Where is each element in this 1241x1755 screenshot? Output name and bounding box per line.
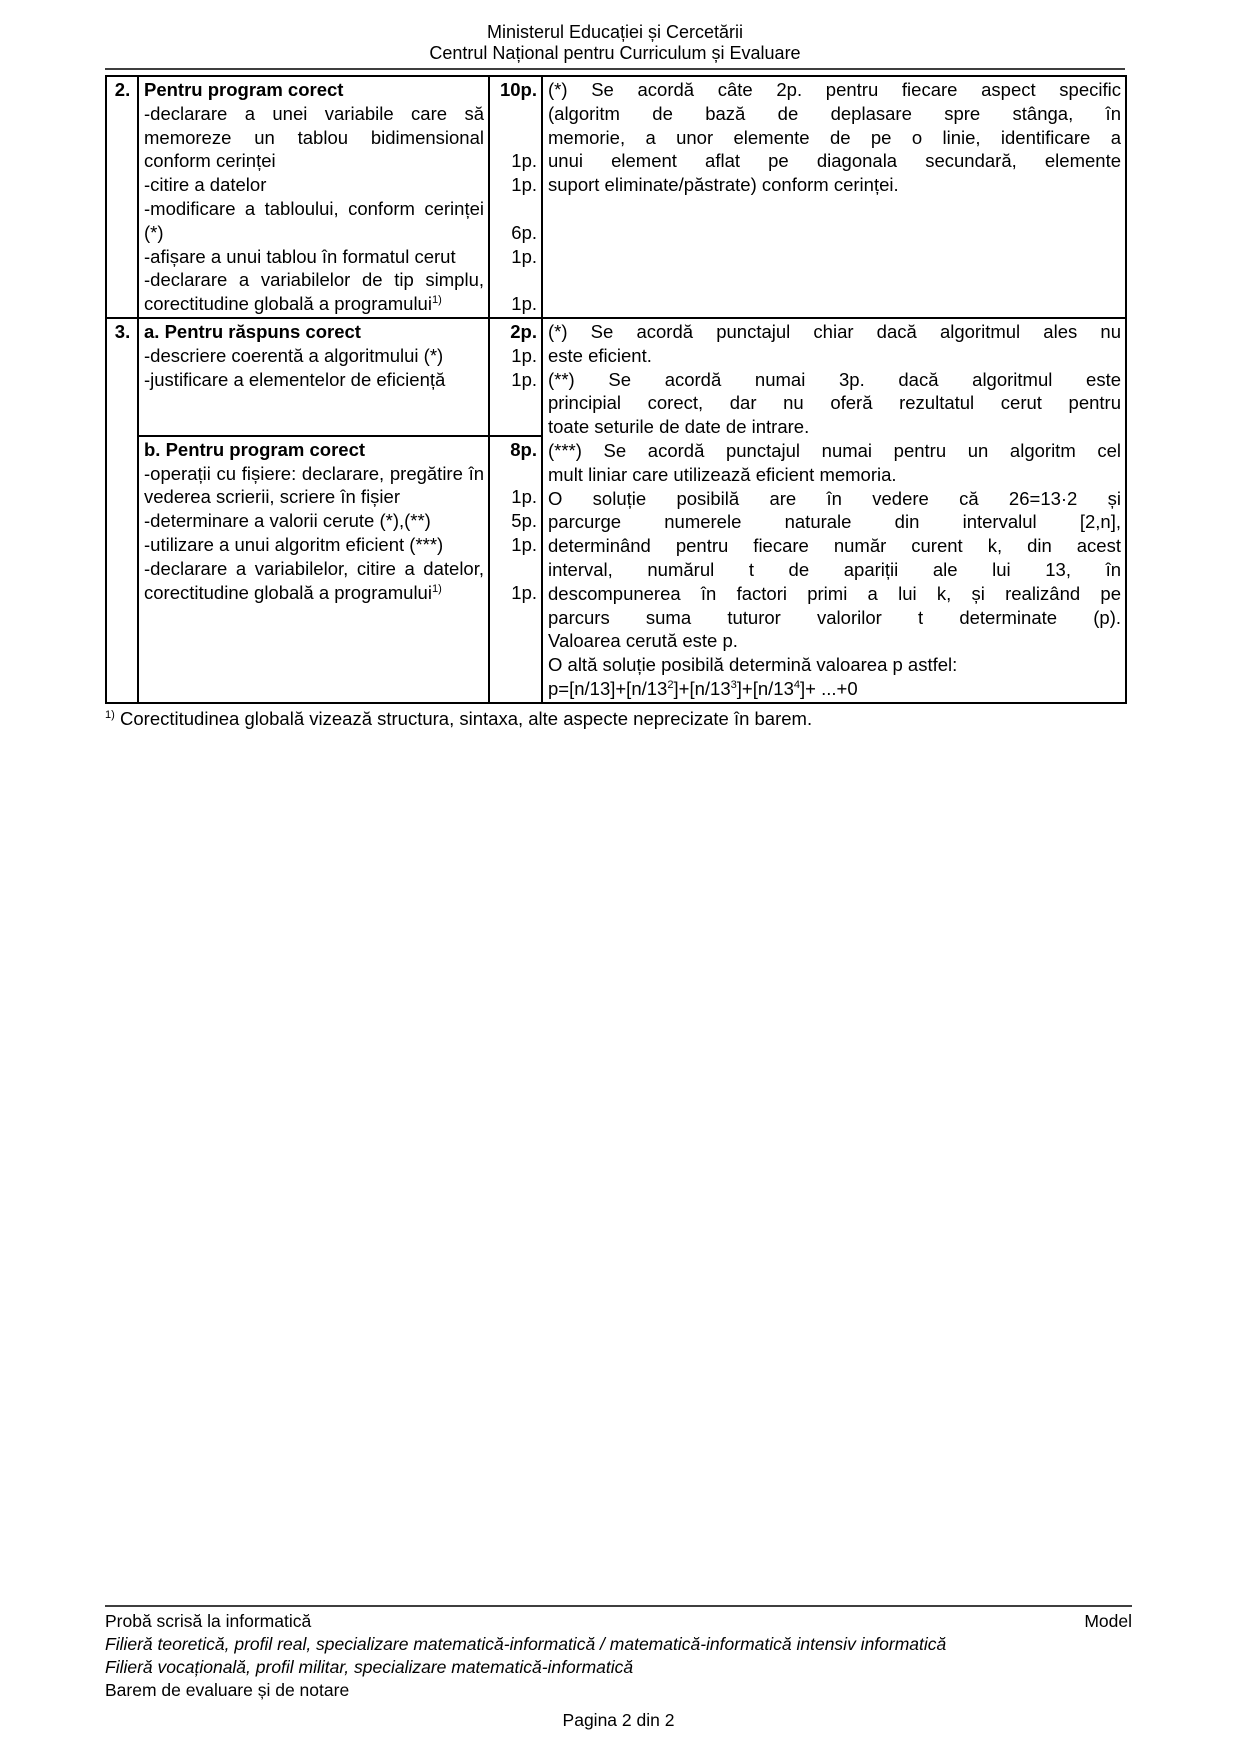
text-line: [105, 707, 1125, 731]
text-line: [495, 197, 537, 221]
text-line: 2.: [114, 79, 131, 100]
text-line: [495, 557, 537, 581]
notes-cell: [542, 76, 1126, 318]
text-line: (***) Se acordă punctajul numai pentru un algoritm cel: [548, 439, 1121, 461]
text-line: 6p.: [511, 221, 537, 243]
text-line: [495, 126, 537, 150]
text-line: unui element aflat pe diagonala secundară, elemente: [548, 150, 1121, 172]
text-line: 1p.: [511, 581, 537, 603]
scoring-table: [105, 75, 1127, 704]
points-cell: [489, 318, 542, 436]
text-line: [495, 102, 537, 126]
text-line: suport eliminate/păstrate) conform cerinței.: [548, 174, 899, 196]
text-line: (**) Se acordă numai 3p. dacă algoritmul este: [548, 368, 1121, 390]
text-line: O soluție posibilă are în vedere că 26=13·2 și: [548, 487, 1121, 509]
footer-divider: [105, 1605, 1132, 1607]
text-line: -justificare a elementelor de eficiență: [144, 368, 446, 390]
text-line: a. Pentru răspuns corect: [144, 320, 361, 342]
text-line: -determinare a valorii cerute (*),(**): [144, 510, 431, 532]
text-line: 1p.: [511, 368, 537, 390]
page-content: [105, 0, 1125, 731]
text-line: [144, 292, 484, 316]
text-line: -modificare a tabloului, conform cerinței: [144, 197, 484, 219]
text-line: 1p.: [511, 486, 537, 508]
points-cell: [489, 76, 542, 318]
text-line: [495, 462, 537, 486]
text-line: este eficient.: [548, 344, 652, 366]
text-line: 1p.: [511, 150, 537, 172]
document-header: [105, 22, 1125, 64]
text-line: 1p.: [511, 293, 537, 315]
text-line: [495, 268, 537, 292]
footer-filiera-teoretica: Filieră teoretică, profil real, specializare matematică-informatică / matematică-informatică intensiv informatică: [105, 1634, 947, 1654]
text-segment: p=[n/13]+[n/13: [548, 677, 668, 699]
text-line: 10p.: [499, 79, 537, 100]
text-segment: corectitudine globală a programului: [144, 581, 432, 603]
row-number-cell: [106, 318, 138, 703]
table-row: [106, 318, 1126, 436]
text-line: conform cerinței: [144, 150, 276, 172]
footnote: [105, 707, 1125, 731]
text-line: (algoritm de bază de deplasare spre stânga, în: [548, 102, 1121, 124]
page-number: Pagina 2 din 2: [562, 1710, 675, 1730]
text-line: -declarare a unei variabile care să: [144, 102, 484, 124]
footer-exam-name: Probă scrisă la informatică: [105, 1611, 312, 1631]
text-segment: Corectitudinea globală vizează structura, sintaxa, alte aspecte neprecizate în barem.: [114, 707, 813, 729]
criteria-cell: [138, 318, 489, 436]
text-line: -utilizare a unui algoritm eficient (***): [144, 534, 444, 556]
text-line: (*): [144, 221, 164, 243]
text-segment: ]+[n/13: [673, 677, 731, 699]
notes-cell: [542, 318, 1126, 703]
table-row: [106, 76, 1126, 318]
text-line: mult liniar care utilizează eficient memoria.: [548, 463, 897, 485]
text-line: [144, 581, 484, 605]
text-segment: ]+ ...+0: [800, 677, 858, 699]
superscript: 3: [730, 678, 737, 691]
text-line: O altă soluție posibilă determină valoarea p astfel:: [548, 654, 958, 676]
text-segment: corectitudine globală a programului: [144, 293, 432, 315]
text-line: -descriere coerentă a algoritmului (*): [144, 344, 444, 366]
text-line: determinând pentru fiecare număr curent k, din acest: [548, 535, 1121, 557]
document-footer: [105, 1601, 1132, 1732]
text-line: parcurge numerele naturale din intervalul [2,n],: [548, 511, 1121, 533]
text-line: 5p.: [511, 510, 537, 532]
text-line: toate seturile de date de intrare.: [548, 416, 810, 438]
text-line: 2p.: [510, 320, 537, 342]
text-segment: ]+[n/13: [736, 677, 794, 699]
text-line: interval, numărul t de apariții ale lui 13, în: [548, 558, 1121, 580]
criteria-cell: [138, 76, 489, 318]
text-line: 1p.: [511, 245, 537, 267]
text-line: (*) Se acordă câte 2p. pentru fiecare aspect specific: [548, 79, 1121, 100]
superscript: 1): [431, 294, 442, 307]
text-line: principial corect, dar nu oferă rezultatul cerut pentru: [548, 392, 1121, 414]
text-line: 3.: [114, 320, 131, 342]
superscript: 4: [793, 678, 801, 691]
header-ministry-line: Ministerul Educației și Cercetării: [486, 22, 744, 42]
text-line: 1p.: [511, 534, 537, 556]
text-line: Pentru program corect: [144, 79, 344, 100]
text-line: -declarare a variabilelor, citire a datelor,: [144, 557, 484, 579]
points-cell: [489, 436, 542, 703]
text-line: -declarare a variabilelor de tip simplu,: [144, 269, 484, 291]
text-line: 1p.: [511, 344, 537, 366]
superscript: 2: [667, 678, 674, 691]
text-line: vederea scrierii, scriere în fișier: [144, 486, 400, 508]
text-line: -operații cu fișiere: declarare, pregătire în: [144, 462, 484, 484]
scoring-table-body: [106, 76, 1126, 703]
text-line: memoreze un tablou bidimensional: [144, 126, 484, 148]
text-line: descompunerea în factori primi a lui k, și realizând pe: [548, 582, 1121, 604]
superscript: 1): [105, 708, 115, 721]
text-line: [548, 677, 1121, 701]
text-line: parcurs suma tuturor valorilor t determinate (p).: [548, 606, 1121, 628]
text-line: Valoarea cerută este p.: [548, 630, 738, 652]
footer-filiera-vocationala: Filieră vocațională, profil militar, specializare matematică-informatică: [105, 1657, 634, 1677]
footer-first-row: [105, 1610, 1132, 1633]
text-line: -afișare a unui tablou în formatul cerut: [144, 245, 456, 267]
text-line: memorie, a unor elemente de pe o linie, identificare a: [548, 126, 1121, 148]
text-line: -citire a datelor: [144, 174, 267, 196]
criteria-cell: [138, 436, 489, 703]
footer-model-label: Model: [1084, 1611, 1132, 1631]
row-number-cell: [106, 76, 138, 318]
header-center-line: Centrul Național pentru Curriculum și Evaluare: [429, 43, 801, 63]
superscript: 1): [431, 582, 442, 595]
text-line: 1p.: [511, 174, 537, 196]
footer-barem-label: Barem de evaluare și de notare: [105, 1680, 350, 1700]
text-line: 8p.: [510, 438, 537, 460]
header-divider: [105, 68, 1125, 70]
text-line: (*) Se acordă punctajul chiar dacă algoritmul ales nu: [548, 320, 1121, 342]
text-line: b. Pentru program corect: [144, 438, 366, 460]
